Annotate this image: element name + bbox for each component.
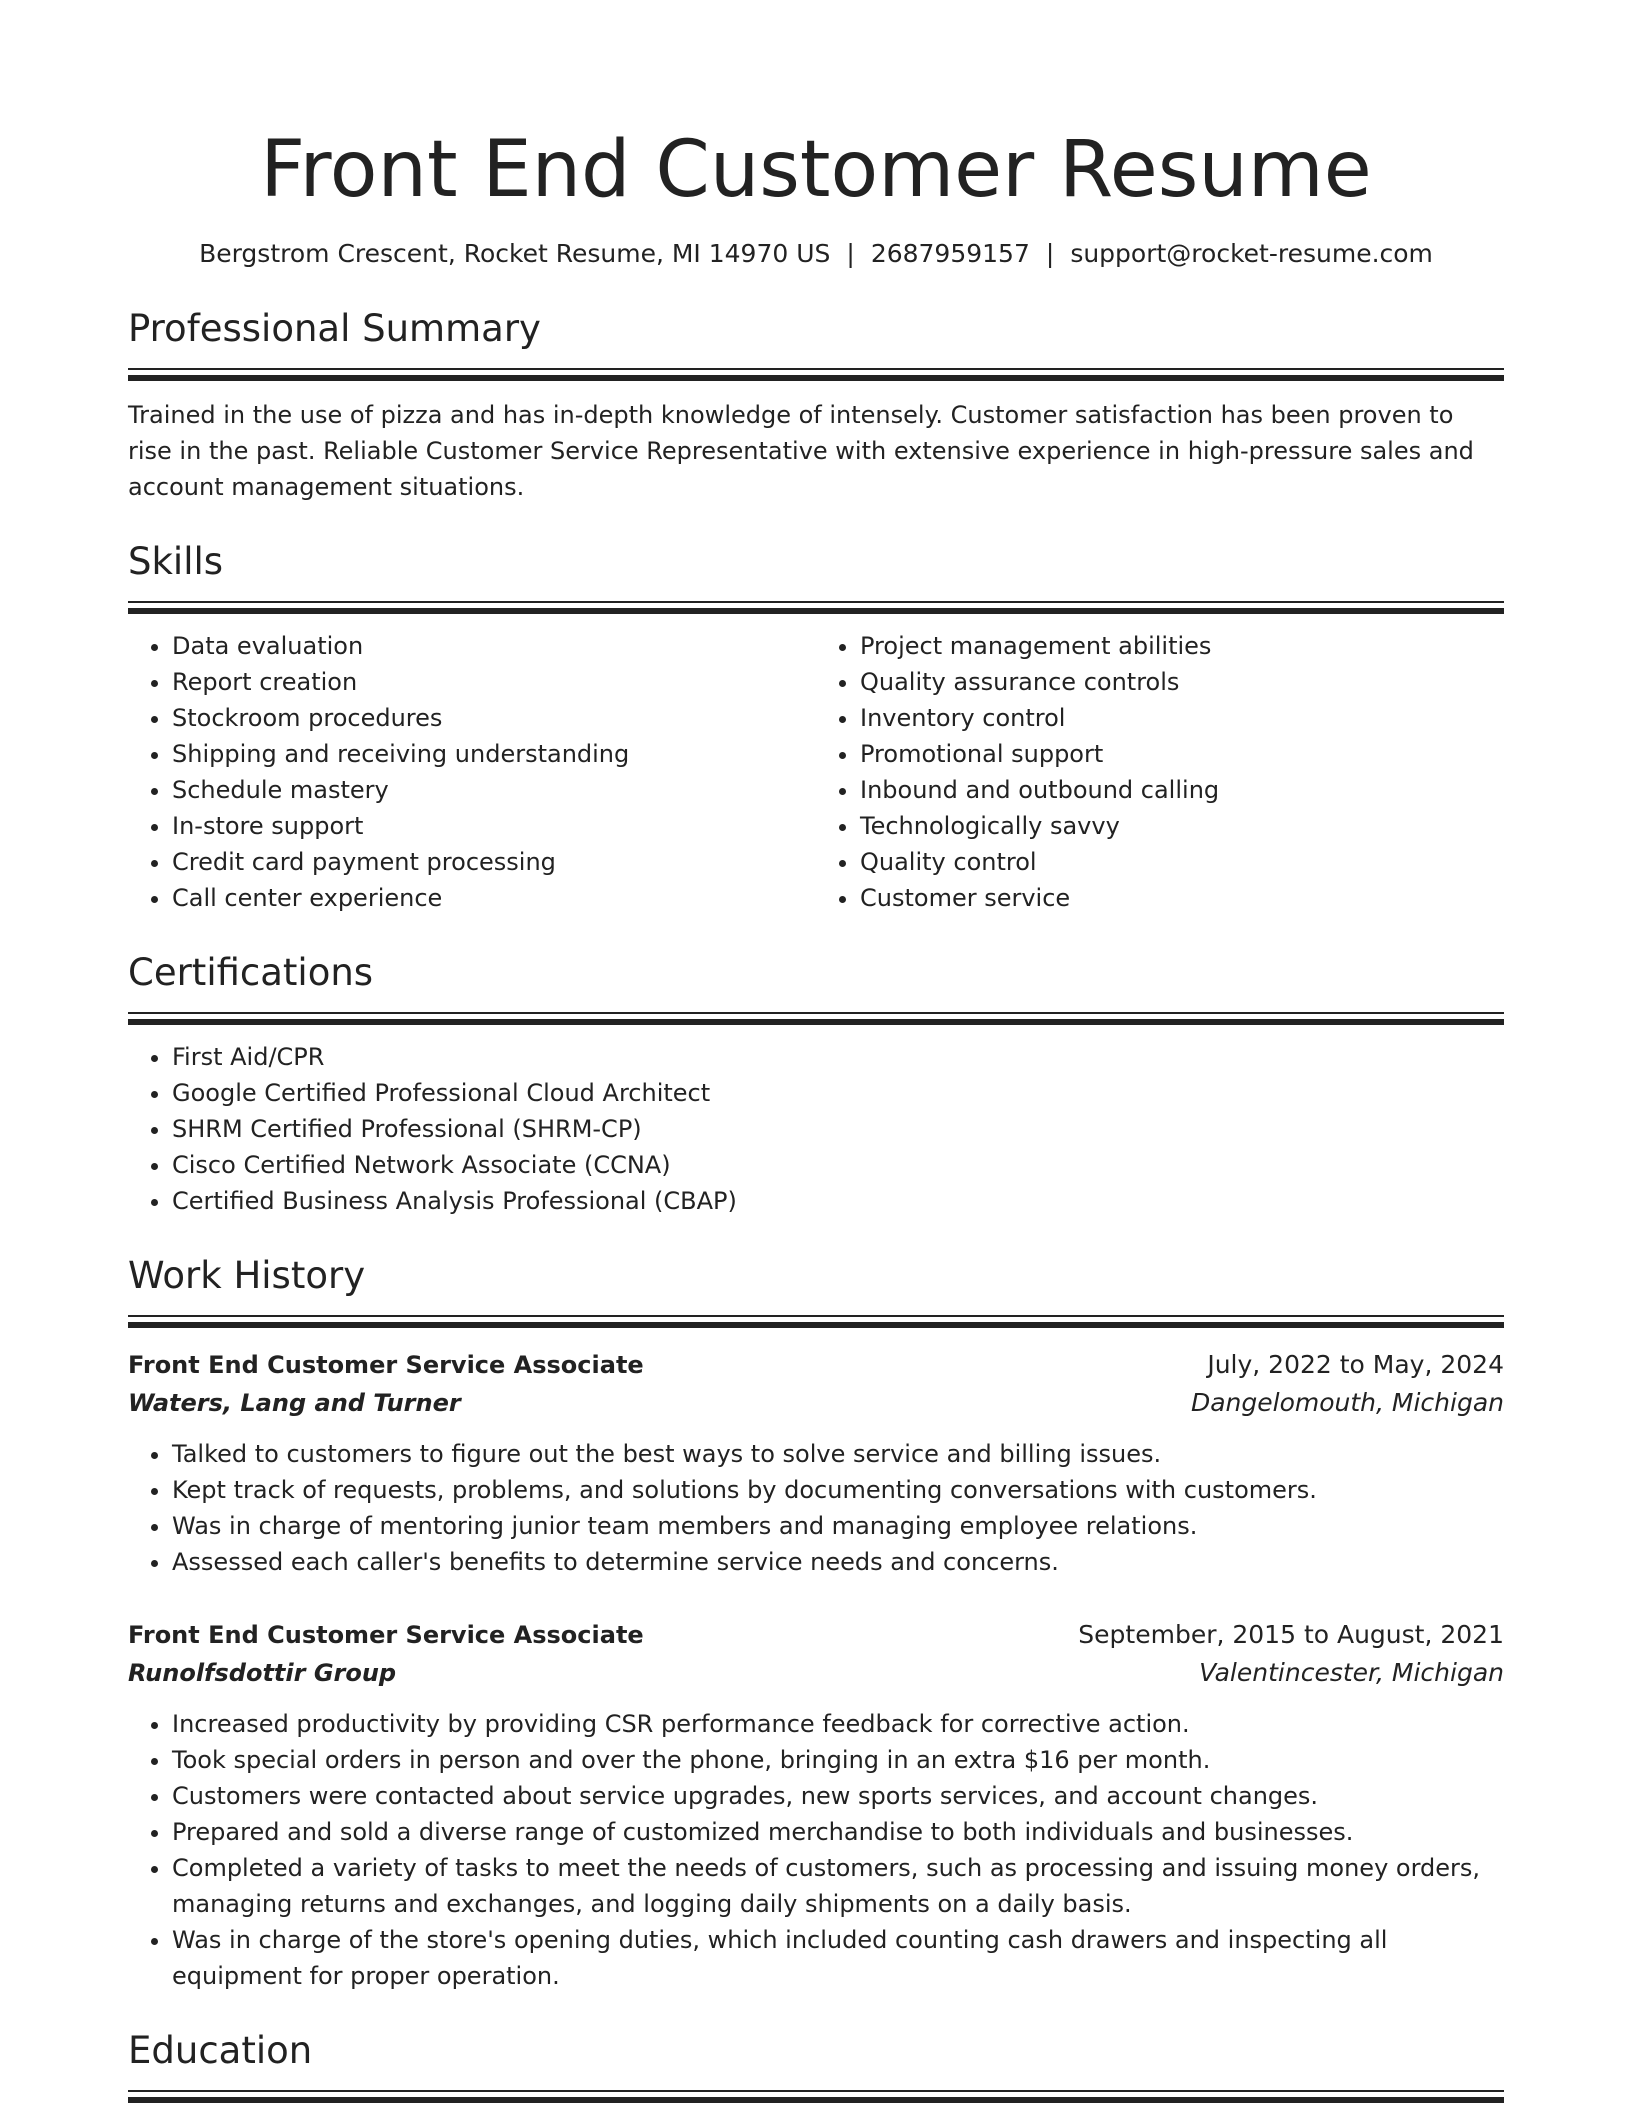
job-company-row <box>128 1384 1504 1422</box>
section-heading-summary: Professional Summary <box>128 307 541 350</box>
job-entry <box>128 1616 1504 1994</box>
job-title: Front End Customer Service Associate <box>128 1351 644 1379</box>
job-dates: September, 2015 to August, 2021 <box>1078 1620 1504 1649</box>
job-header-row <box>128 1616 1504 1654</box>
contact-separator: | <box>846 239 855 268</box>
job-company: Waters, Lang and Turner <box>128 1389 461 1417</box>
skill-item: • Promotional support <box>860 736 1504 772</box>
section-heading-certifications: Certifications <box>128 951 374 994</box>
skill-item: • Technologically savvy <box>860 808 1504 844</box>
contact-line <box>128 236 1504 272</box>
skill-item: • Schedule mastery <box>172 772 816 808</box>
certification-item: • Cisco Certified Network Associate (CCNA) <box>172 1147 1504 1183</box>
skill-item: • Shipping and receiving understanding <box>172 736 816 772</box>
job-bullet: • Increased productivity by providing CSR performance feedback for corrective action. <box>172 1706 1504 1742</box>
skill-item: • Inbound and outbound calling <box>860 772 1504 808</box>
certification-item: • SHRM Certified Professional (SHRM-CP) <box>172 1111 1504 1147</box>
job-location: Valentincester, Michigan <box>1199 1658 1504 1687</box>
skill-item: • Quality control <box>860 844 1504 880</box>
skill-item: • Quality assurance controls <box>860 664 1504 700</box>
job-bullet: • Kept track of requests, problems, and solutions by documenting conversations with customers. <box>172 1472 1504 1508</box>
contact-separator: | <box>1045 239 1055 268</box>
section-divider <box>128 1315 1504 1328</box>
job-entry <box>128 1346 1504 1580</box>
job-bullet: • Talked to customers to figure out the best ways to solve service and billing issues. <box>172 1436 1504 1472</box>
skill-item: • Stockroom procedures <box>172 700 816 736</box>
work-history-section <box>128 1251 1504 1994</box>
contact-address: Bergstrom Crescent, Rocket Resume, MI 14970 US <box>199 239 831 268</box>
summary-text: Trained in the use of pizza and has in-depth knowledge of intensely. Customer satisfaction has been proven to rise in the past. Reliable Customer Service Representative with extensive experience in high-pressure sales and account management situations. <box>128 401 1474 501</box>
certifications-section <box>128 948 1504 1219</box>
job-bullet: • Was in charge of mentoring junior team members and managing employee relations. <box>172 1508 1504 1544</box>
job-bullets <box>128 1436 1504 1580</box>
job-location: Dangelomouth, Michigan <box>1190 1388 1504 1417</box>
job-company: Runolfsdottir Group <box>128 1659 397 1687</box>
certification-item: • Certified Business Analysis Professional (CBAP) <box>172 1183 1504 1219</box>
skill-item: • Customer service <box>860 880 1504 916</box>
contact-email: support@rocket-resume.com <box>1070 239 1433 268</box>
skills-list-left <box>128 628 816 916</box>
job-title: Front End Customer Service Associate <box>128 1621 644 1649</box>
education-section <box>128 2026 1504 2103</box>
skill-item: • Data evaluation <box>172 628 816 664</box>
certification-item: • First Aid/CPR <box>172 1039 1504 1075</box>
resume-title: Front End Customer Resume <box>260 125 1372 215</box>
section-heading-work-history: Work History <box>128 1254 366 1297</box>
job-header-row <box>128 1346 1504 1384</box>
job-bullets <box>128 1706 1504 1994</box>
skill-item: • Call center experience <box>172 880 816 916</box>
skills-section <box>128 537 1504 916</box>
section-heading-education: Education <box>128 2029 313 2072</box>
job-bullet: • Was in charge of the store's opening duties, which included counting cash drawers and inspecting all equipment for proper operation. <box>172 1922 1504 1994</box>
skills-columns <box>128 628 1504 916</box>
job-bullet: • Prepared and sold a diverse range of customized merchandise to both individuals and businesses. <box>172 1814 1504 1850</box>
section-heading-skills: Skills <box>128 540 224 583</box>
skill-item: • Report creation <box>172 664 816 700</box>
skill-item: • Project management abilities <box>860 628 1504 664</box>
section-divider <box>128 368 1504 381</box>
certification-item: • Google Certified Professional Cloud Architect <box>172 1075 1504 1111</box>
skills-list-right <box>816 628 1504 916</box>
skill-item: • In-store support <box>172 808 816 844</box>
section-divider <box>128 601 1504 614</box>
contact-phone: 2687959157 <box>870 239 1030 268</box>
job-bullet: • Customers were contacted about service upgrades, new sports services, and account changes. <box>172 1778 1504 1814</box>
job-bullet: • Took special orders in person and over the phone, bringing in an extra $16 per month. <box>172 1742 1504 1778</box>
skill-item: • Credit card payment processing <box>172 844 816 880</box>
job-bullet: • Assessed each caller's benefits to determine service needs and concerns. <box>172 1544 1504 1580</box>
summary-section <box>128 304 1504 505</box>
job-bullet: • Completed a variety of tasks to meet the needs of customers, such as processing and issuing money orders, managing returns and exchanges, and logging daily shipments on a daily basis. <box>172 1850 1504 1922</box>
skill-item: • Inventory control <box>860 700 1504 736</box>
job-dates: July, 2022 to May, 2024 <box>1207 1350 1504 1379</box>
section-divider <box>128 2090 1504 2103</box>
section-divider <box>128 1012 1504 1025</box>
job-company-row <box>128 1654 1504 1692</box>
certifications-list <box>128 1039 1504 1219</box>
